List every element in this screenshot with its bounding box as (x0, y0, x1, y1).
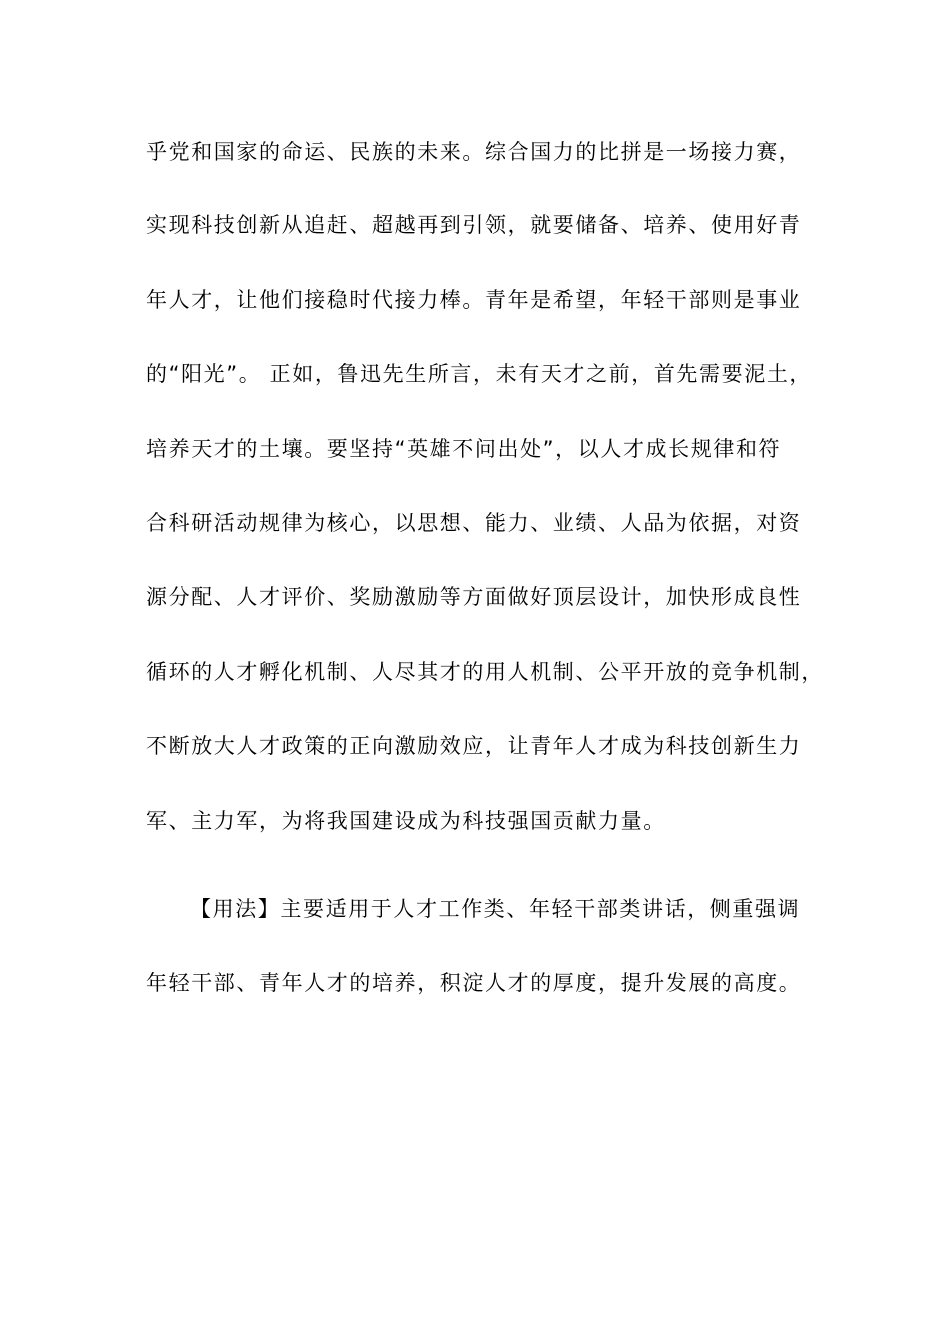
paragraph-1-line-6: 合科研活动规律为核心，以思想、能力、业绩、人品为依据，对资 (146, 511, 802, 535)
paragraph-1-line-8: 循环的人才孵化机制、人尽其才的用人机制、公平开放的竞争机制， (146, 660, 824, 684)
paragraph-1-line-10: 军、主力军，为将我国建设成为科技强国贡献力量。 (146, 809, 666, 833)
paragraph-1-line-1: 乎党和国家的命运、民族的未来。综合国力的比拼是一场接力赛， (146, 140, 802, 164)
paragraph-2-line-1: 【用法】主要适用于人才工作类、年轻干部类讲话，侧重强调 (190, 897, 801, 921)
paragraph-1-line-7: 源分配、人才评价、奖励激励等方面做好顶层设计，加快形成良性 (146, 585, 802, 609)
paragraph-1-line-4: 的“阳光”。 正如，鲁迅先生所言，未有天才之前，首先需要泥土， (146, 362, 813, 386)
paragraph-2-line-2: 年轻干部、青年人才的培养，积淀人才的厚度，提升发展的高度。 (146, 971, 802, 995)
paragraph-1-line-3: 年人才，让他们接稳时代接力棒。青年是希望，年轻干部则是事业 (146, 288, 802, 312)
paragraph-1-line-9: 不断放大人才政策的正向激励效应，让青年人才成为科技创新生力 (146, 734, 802, 758)
paragraph-1-line-5: 培养天才的土壤。要坚持“英雄不问出处”，以人才成长规律和符 (146, 437, 782, 461)
paragraph-1-line-2: 实现科技创新从追赶、超越再到引领，就要储备、培养、使用好青 (146, 213, 802, 237)
